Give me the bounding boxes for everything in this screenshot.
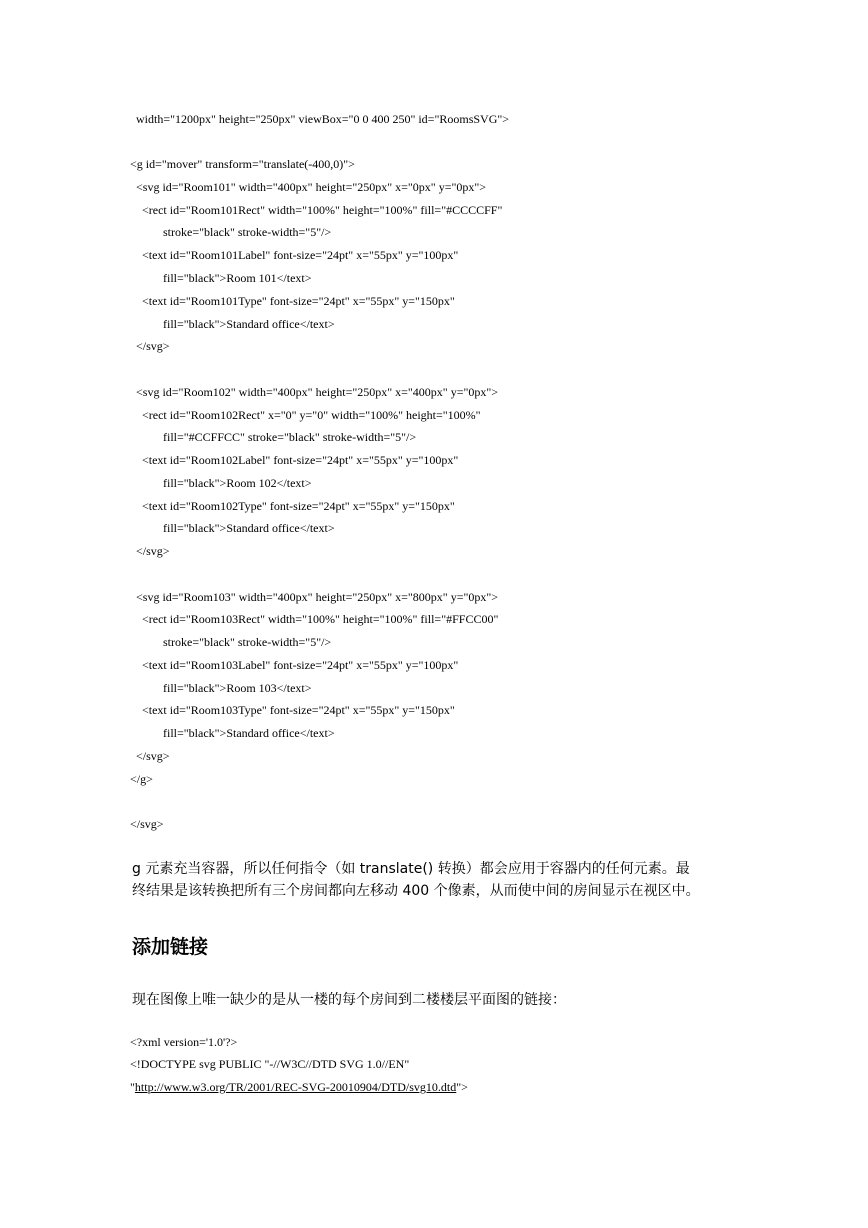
code-line: <g id="mover" transform="translate(-400,0)"> (130, 157, 355, 171)
code-line: <text id="Room101Type" font-size="24pt" x="55px" y="150px" (130, 294, 455, 308)
code-line: <?xml version='1.0'?> (130, 1035, 238, 1049)
code-line: fill="black">Standard office</text> (130, 521, 335, 535)
code-line: <text id="Room101Label" font-size="24pt" x="55px" y="100px" (130, 248, 459, 262)
paragraph-line: g 元素充当容器，所以任何指令（如 translate() 转换）都会应用于容器内的任何元素。最 (132, 861, 690, 877)
code-line: <svg id="Room101" width="400px" height="250px" x="0px" y="0px"> (130, 180, 487, 194)
code-line: <!DOCTYPE svg PUBLIC "-//W3C//DTD SVG 1.0//EN" (130, 1057, 410, 1071)
code-line: width="1200px" height="250px" viewBox="0 0 400 250" id="RoomsSVG"> (133, 112, 510, 126)
code-line: <svg id="Room102" width="400px" height="250px" x="400px" y="0px"> (130, 385, 499, 399)
code-line: <text id="Room102Type" font-size="24pt" x="55px" y="150px" (130, 499, 455, 513)
code-line: fill="black">Room 102</text> (130, 476, 312, 490)
code-line: </svg> (130, 749, 170, 763)
code-line: </svg> (130, 339, 170, 353)
code-line: fill="#CCFFCC" stroke="black" stroke-width="5"/> (130, 430, 417, 444)
code-line: </g> (130, 772, 153, 786)
code-line: stroke="black" stroke-width="5"/> (130, 225, 332, 239)
code-line: stroke="black" stroke-width="5"/> (130, 635, 332, 649)
code-line-with-link (130, 1080, 468, 1094)
paragraph: 现在图像上唯一缺少的是从一楼的每个房间到二楼楼层平面图的链接： (132, 992, 566, 1008)
code-line: fill="black">Room 103</text> (130, 681, 312, 695)
code-line: <rect id="Room101Rect" width="100%" height="100%" fill="#CCCCFF" (130, 203, 503, 217)
code-line: <text id="Room102Label" font-size="24pt" x="55px" y="100px" (130, 453, 459, 467)
code-line: fill="black">Standard office</text> (130, 726, 335, 740)
section-heading: 添加链接 (132, 936, 209, 958)
open-quote: " (130, 1080, 135, 1094)
code-line: </svg> (130, 544, 170, 558)
code-line: <rect id="Room102Rect" x="0" y="0" width="100%" height="100%" (130, 408, 481, 422)
code-line: fill="black">Room 101</text> (130, 271, 312, 285)
close-tag: "> (456, 1080, 468, 1094)
code-line: <text id="Room103Label" font-size="24pt" x="55px" y="100px" (130, 658, 459, 672)
code-line: <text id="Room103Type" font-size="24pt" x="55px" y="150px" (130, 703, 455, 717)
code-line: <rect id="Room103Rect" width="100%" height="100%" fill="#FFCC00" (130, 612, 499, 626)
code-line: <svg id="Room103" width="400px" height="250px" x="800px" y="0px"> (130, 590, 499, 604)
code-line: fill="black">Standard office</text> (130, 317, 335, 331)
paragraph-line: 终结果是该转换把所有三个房间都向左移动 400 个像素，从而使中间的房间显示在视区中。 (132, 883, 700, 899)
dtd-link[interactable]: http://www.w3.org/TR/2001/REC-SVG-20010904/DTD/svg10.dtd (134, 1080, 457, 1094)
code-line: </svg> (130, 817, 164, 831)
